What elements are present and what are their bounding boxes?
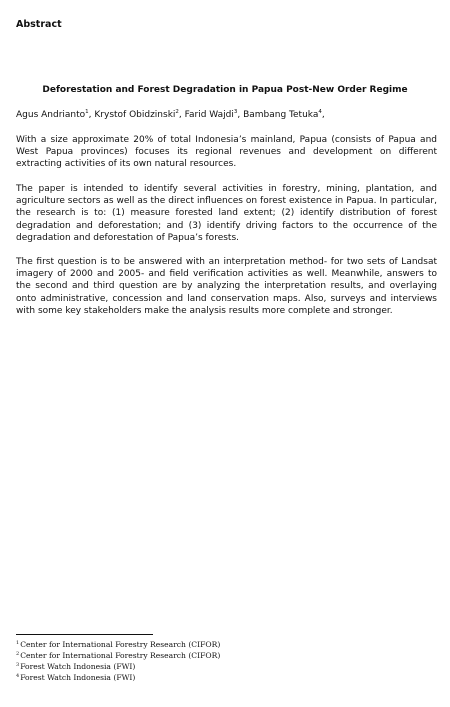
- footnote-text: Forest Watch Indonesia (FWI): [20, 662, 136, 671]
- abstract-paragraph: With a size approximate 20% of total Indonesia’s mainland, Papua (consists of Papua and West Papua provinces) focuses its regional revenues and development on different extracting activities of its own natural resources.: [16, 135, 437, 170]
- footnotes: [16, 639, 316, 683]
- author-list: [16, 110, 436, 120]
- footnote-mark: 2: [16, 651, 20, 657]
- footnote-text: Center for International Forestry Research (CIFOR): [20, 640, 221, 649]
- section-heading: Abstract: [16, 19, 62, 30]
- author-footnote-mark: 1: [85, 109, 89, 115]
- footnote-item: [16, 639, 316, 650]
- author-footnote-mark: 4: [318, 109, 322, 115]
- footnote-mark: 3: [16, 662, 20, 668]
- footnote-text: Center for International Forestry Research (CIFOR): [20, 651, 221, 660]
- abstract-paragraph: The first question is to be answered with an interpretation method- for two sets of Landsat imagery of 2000 and 2005- and field verification activities as well. Meanwhile, answers to the second and third question are by analyzing the interpretation results, and overlaying onto administrative, concession and land conservation maps. Also, surveys and interviews with some key stakeholders make the analysis results more complete and stronger.: [16, 257, 437, 316]
- author-separator: ,: [178, 110, 185, 120]
- abstract-paragraph: The paper is intended to identify several activities in forestry, mining, plantation, and agriculture sectors as well as the direct influences on forest existence in Papua. In particular, the research is to: (1) measure forested land extent; (2) identify distribution of forest degradation and deforestation; and (3) identify driving factors to the occurrence of the degradation and deforestation of Papua’s forests.: [16, 184, 437, 243]
- footnote-item: [16, 661, 316, 672]
- author-name: Bambang Tetuka: [243, 110, 319, 120]
- footnote-item: [16, 650, 316, 661]
- footnote-mark: 4: [16, 673, 20, 679]
- author-separator: ,: [88, 110, 95, 120]
- footnote-item: [16, 672, 316, 683]
- footnote-text: Forest Watch Indonesia (FWI): [20, 673, 136, 682]
- author-separator: ,: [237, 110, 244, 120]
- author-name: Agus Andrianto: [16, 110, 86, 120]
- author-footnote-mark: 2: [175, 109, 179, 115]
- footnote-mark: 1: [16, 640, 20, 646]
- author-name: Farid Wajdi: [184, 110, 234, 120]
- author-footnote-mark: 3: [233, 109, 238, 115]
- author-name: Krystof Obidzinski: [94, 110, 176, 120]
- footnote-divider: [16, 634, 153, 635]
- author-separator: ,: [321, 110, 325, 120]
- paper-title: Deforestation and Forest Degradation in Papua Post-New Order Regime: [42, 85, 408, 95]
